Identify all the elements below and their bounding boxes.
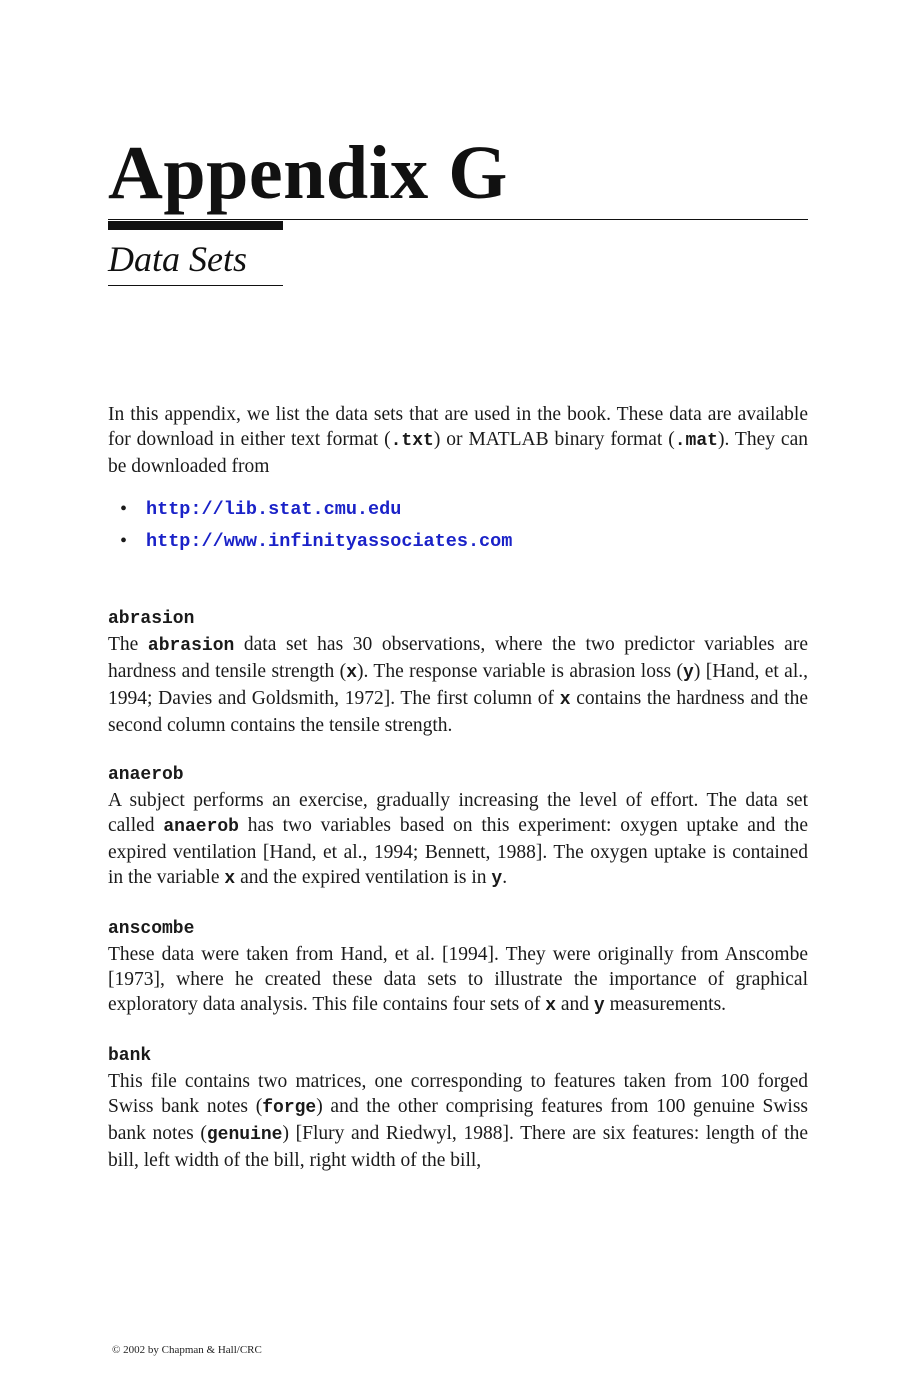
title-rule <box>108 219 808 220</box>
entry-abrasion <box>108 607 808 738</box>
text: contains the hardness and the second column contains the tensile strength. <box>108 688 808 736</box>
entry-name-bank: bank <box>108 1046 152 1066</box>
entry-description <box>108 942 808 1019</box>
code: anaerob <box>163 817 239 837</box>
copyright-footer: © 2002 by Chapman & Hall/CRC <box>112 1344 262 1356</box>
entry-name-abrasion: abrasion <box>108 609 195 629</box>
entry-name-anaerob: anaerob <box>108 765 184 785</box>
code: x <box>559 690 571 710</box>
code: y <box>683 663 694 683</box>
code: x <box>346 663 357 683</box>
text: and the expired ventilation is in <box>235 867 492 888</box>
code: x <box>545 996 557 1016</box>
intro-text-3: ). They can be downloaded from <box>108 429 808 477</box>
code: x <box>224 869 236 889</box>
text: A subject performs an exercise, gradually increasing the level of effort. The data set called <box>108 790 808 836</box>
entry-bank <box>108 1044 808 1173</box>
code: genuine <box>206 1125 283 1145</box>
text: The <box>108 634 148 655</box>
text: . <box>502 867 508 888</box>
code: y <box>593 996 605 1016</box>
intro-text-1: In this appendix, we list the data sets that are used in the book. These data are available for download in either text format ( <box>108 404 808 450</box>
intro-text-2: ) or MATLAB binary format ( <box>433 429 675 450</box>
entry-anaerob <box>108 763 808 892</box>
list-item <box>120 493 808 525</box>
bullet: • <box>120 498 128 520</box>
text: data set has 30 observations, where the two predictor variables are hardness and tensile strength ( <box>108 634 808 682</box>
entry-anscombe <box>108 917 808 1019</box>
code: forge <box>262 1098 317 1118</box>
list-item <box>120 525 808 557</box>
subtitle-rule <box>108 285 283 286</box>
mat-format-code: .mat <box>674 431 718 451</box>
text: This file contains two matrices, one corresponding to features taken from 100 forged Swiss bank notes ( <box>108 1071 808 1117</box>
title-bar <box>108 221 283 230</box>
link-lib-stat-cmu[interactable]: http://lib.stat.cmu.edu <box>146 499 402 520</box>
code: y <box>491 869 503 889</box>
text: ) and the other comprising features from 100 genuine Swiss bank notes ( <box>108 1096 808 1144</box>
download-links-list <box>108 493 808 557</box>
appendix-title: Appendix G <box>108 131 508 215</box>
entry-description <box>108 632 808 738</box>
text: and <box>556 994 594 1015</box>
text: ) [Hand, et al., 1994; Davies and Goldsmith, 1972]. The first column of <box>108 661 809 709</box>
text: ) [Flury and Riedwyl, 1988]. There are six features: length of the bill, left width of the bill, right width of the bill, <box>108 1123 809 1171</box>
intro-paragraph <box>108 402 808 479</box>
text: ). The response variable is abrasion loss ( <box>357 661 684 682</box>
code: abrasion <box>147 636 235 656</box>
text: has two variables based on this experiment: oxygen uptake and the expired ventilation [Hand, et al., 1994; Bennett, 1988]. The oxygen uptake is contained in the variable <box>108 815 808 888</box>
text: measurements. <box>604 994 727 1015</box>
link-infinity-associates[interactable]: http://www.infinityassociates.com <box>146 531 513 552</box>
entry-description <box>108 1069 808 1173</box>
bullet: • <box>120 530 128 552</box>
main-content <box>108 402 808 1173</box>
entry-name-anscombe: anscombe <box>108 919 195 939</box>
appendix-subtitle: Data Sets <box>108 239 247 279</box>
entry-description <box>108 788 808 892</box>
txt-format-code: .txt <box>390 431 434 451</box>
text: These data were taken from Hand, et al. [1994]. They were originally from Anscombe [1973], where he created these data sets to illustrate the importance of graphical exploratory data analysis. This file contains four sets of <box>108 944 808 1015</box>
